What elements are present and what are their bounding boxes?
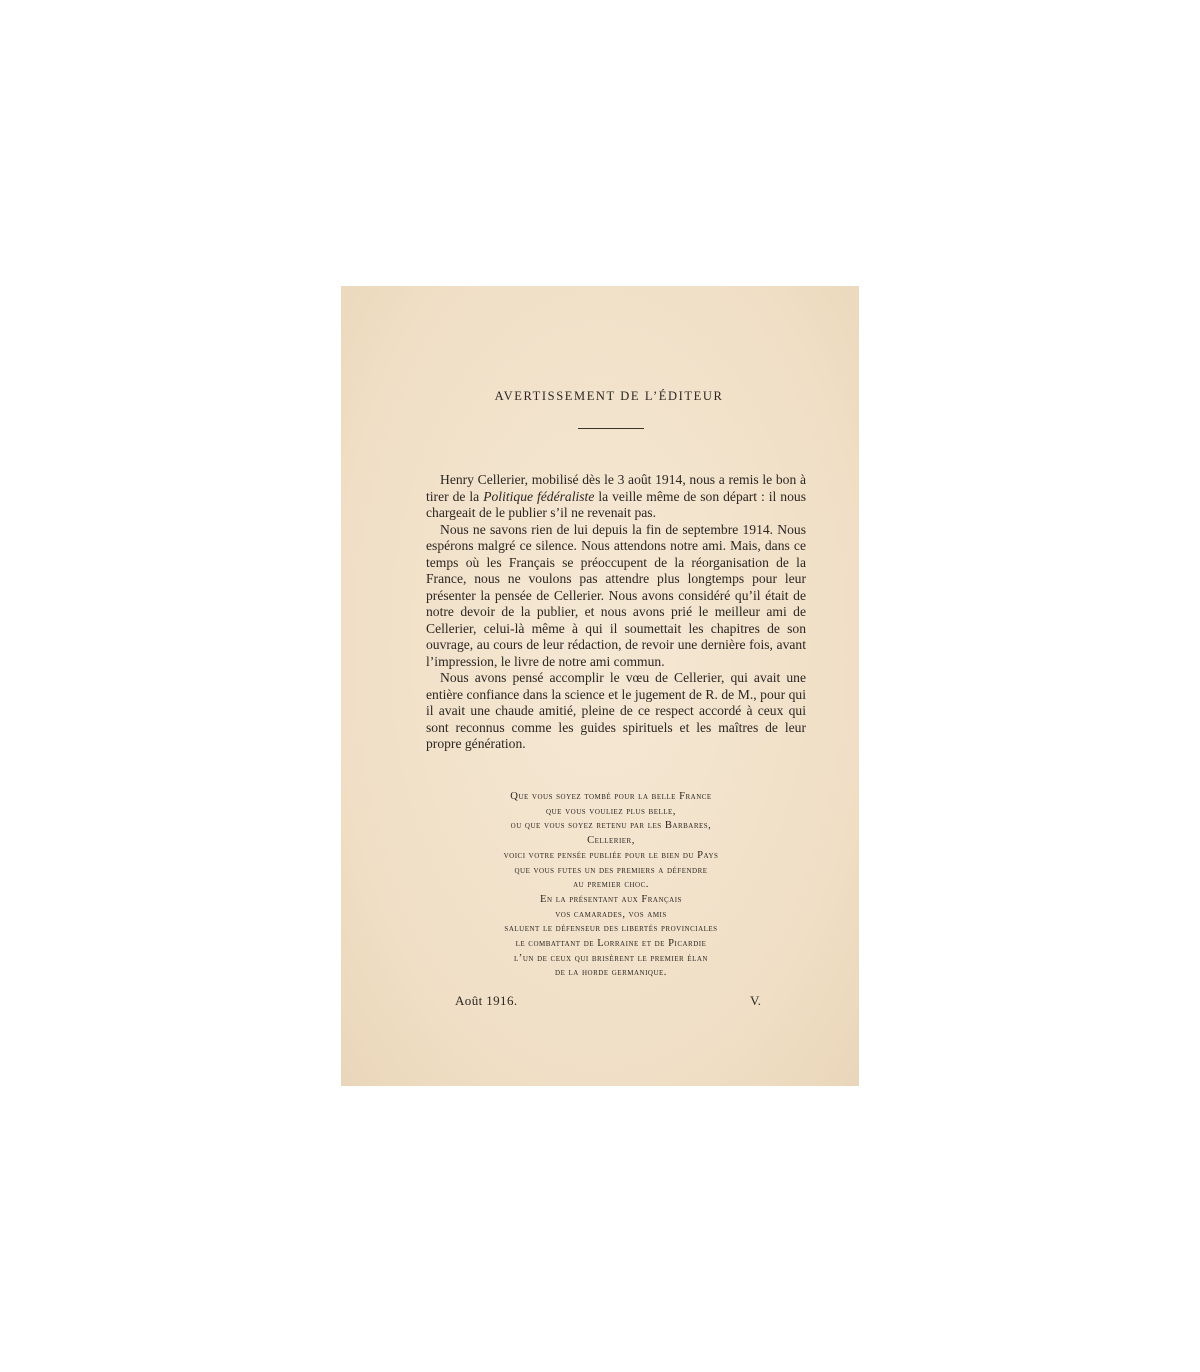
dedication-line: En la présentant aux Français [540, 893, 682, 905]
book-page [341, 286, 859, 1086]
dedication-line: Que vous soyez tombé pour la belle France [510, 791, 712, 802]
paragraph-2 [426, 522, 806, 671]
paragraph-1-text-after: la veille même de son départ : il nous chargeait de le publier s’il ne revenait pas. [426, 488, 806, 520]
dedication-line: que vous futes un des premiers a défendre [514, 864, 708, 876]
heading-rule [578, 428, 644, 429]
dedication-line: Cellerier, [587, 835, 635, 847]
paragraph-3-text: Nous avons pensé accomplir le vœu de Cellerier, qui avait une entière confiance dans la science et le jugement de R. de M., pour qui il avait une chaude amitié, pleine de ce respect accordé à ceux qui sont reconnus comme les guides spirituels et les maîtres de leur propre génération. [426, 670, 806, 751]
dedication [411, 790, 811, 981]
dedication-line: vos camarades, vos amis [555, 908, 667, 920]
dedication-line: saluent le défenseur des libertés provinciales [504, 923, 718, 935]
paragraph-1-text-before: Henry Cellerier, mobilisé dès le 3 août 1914, nous a remis le bon à tirer de la [426, 472, 806, 504]
dedication-line: de la horde germanique. [555, 967, 667, 979]
signature: V. [750, 993, 761, 1008]
page-heading: AVERTISSEMENT DE L’ÉDITEUR [494, 389, 724, 403]
dedication-line: le combattant de Lorraine et de Picardie [515, 938, 707, 950]
body-text [426, 472, 806, 753]
date-line: Août 1916. [455, 993, 518, 1008]
dedication-line: voici votre pensée publiée pour le bien du Pays [503, 849, 719, 861]
dedication-line: au premier choc. [573, 879, 649, 891]
dedication-line: ou que vous soyez retenu par les Barbares, [510, 820, 712, 832]
paragraph-1-title-italic: Politique fédéraliste [483, 488, 595, 504]
paragraph-1 [426, 472, 806, 522]
paragraph-3 [426, 670, 806, 753]
paragraph-2-text: Nous ne savons rien de lui depuis la fin de septembre 1914. Nous espérons malgré ce silence. Nous attendons notre ami. Mais, dans ce temps où les Français se préoccupent de la réorganisation de la France, nous ne voulons pas attendre plus longtemps pour leur présenter la pensée de Cellerier. Nous avons considéré qu’il était de notre devoir de la publier, et nous avons prié le meilleur ami de Cellerier, celui-là même à qui il soumettait les chapitres de son ouvrage, au cours de leur rédaction, de revoir une dernière fois, avant l’impression, le livre de notre ami commun. [426, 521, 806, 669]
dedication-line: que vous vouliez plus belle, [546, 805, 676, 817]
dedication-line: l’un de ceux qui brisèrent le premier élan [514, 952, 708, 964]
